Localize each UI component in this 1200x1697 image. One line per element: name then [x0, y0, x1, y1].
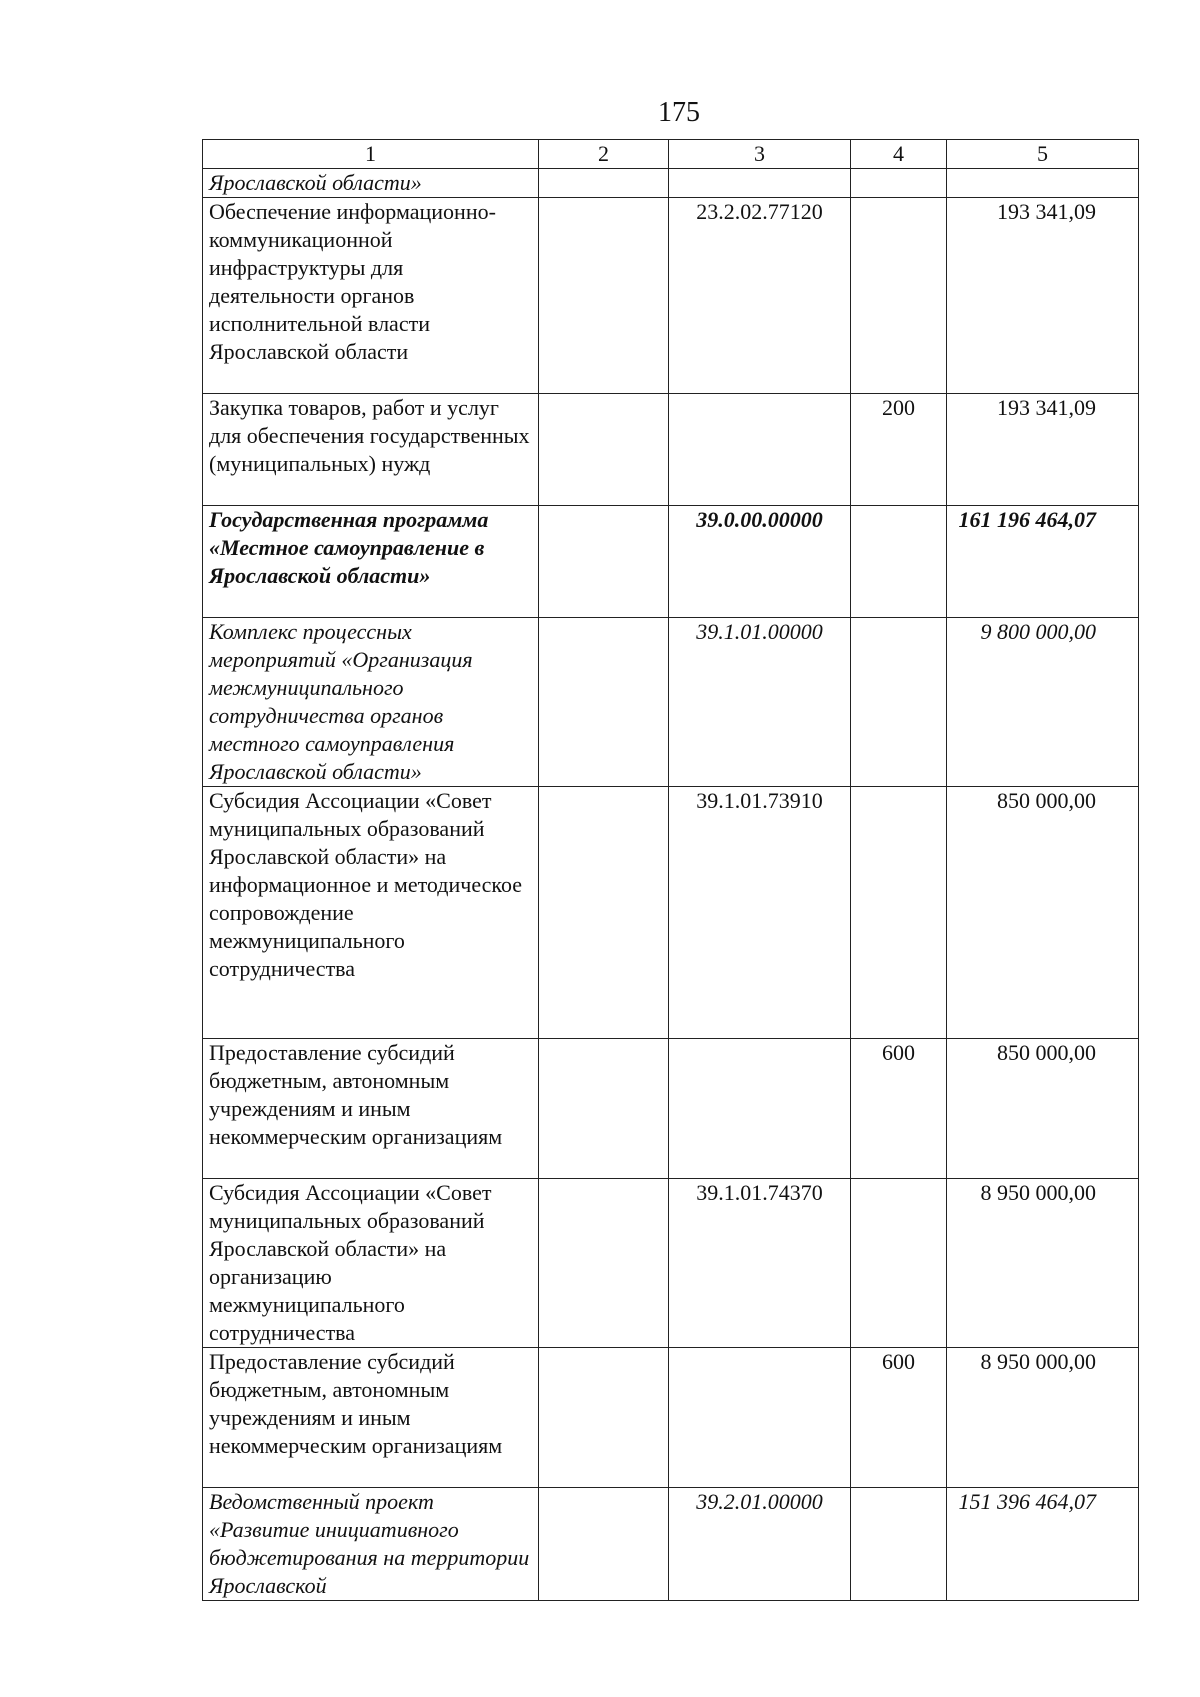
row-target-code: 39.0.00.00000 [669, 506, 851, 618]
row-col2 [539, 618, 669, 787]
budget-table [202, 139, 1139, 1601]
row-amount: 850 000,00 [947, 787, 1139, 1039]
row-amount: 151 396 464,07 [947, 1488, 1139, 1601]
row-name: Предоставление субсидий бюджетным, автономным учреждениям и иным некоммерческим организациям [203, 1039, 539, 1179]
row-expense-type: 600 [851, 1039, 947, 1179]
header-cell-4: 4 [851, 140, 947, 169]
row-expense-type [851, 787, 947, 1039]
row-target-code [669, 1039, 851, 1179]
row-amount [947, 169, 1139, 198]
table-row [203, 394, 1139, 506]
row-col2 [539, 506, 669, 618]
row-name: Государственная программа «Местное самоуправление в Ярославской области» [203, 506, 539, 618]
row-expense-type [851, 198, 947, 394]
row-amount: 193 341,09 [947, 394, 1139, 506]
row-col2 [539, 394, 669, 506]
row-target-code: 23.2.02.77120 [669, 198, 851, 394]
table-row [203, 169, 1139, 198]
row-expense-type [851, 1179, 947, 1348]
row-name: Закупка товаров, работ и услуг для обеспечения государственных (муниципальных) нужд [203, 394, 539, 506]
row-col2 [539, 1348, 669, 1488]
header-cell-2: 2 [539, 140, 669, 169]
header-row [203, 140, 1139, 169]
table-row [203, 618, 1139, 787]
header-cell-5: 5 [947, 140, 1139, 169]
row-col2 [539, 198, 669, 394]
row-expense-type: 200 [851, 394, 947, 506]
row-target-code [669, 1348, 851, 1488]
row-name: Ведомственный проект «Развитие инициативного бюджетирования на территории Ярославской [203, 1488, 539, 1601]
table-row [203, 1348, 1139, 1488]
row-expense-type [851, 169, 947, 198]
row-target-code [669, 169, 851, 198]
row-target-code: 39.2.01.00000 [669, 1488, 851, 1601]
row-target-code: 39.1.01.00000 [669, 618, 851, 787]
row-expense-type [851, 618, 947, 787]
header-cell-1: 1 [203, 140, 539, 169]
row-amount: 193 341,09 [947, 198, 1139, 394]
row-name: Обеспечение информационно-коммуникационной инфраструктуры для деятельности органов исполнительной власти Ярославской области [203, 198, 539, 394]
row-col2 [539, 1179, 669, 1348]
table-row [203, 1488, 1139, 1601]
table-row [203, 1039, 1139, 1179]
row-amount: 850 000,00 [947, 1039, 1139, 1179]
row-expense-type [851, 1488, 947, 1601]
header-cell-3: 3 [669, 140, 851, 169]
row-amount: 9 800 000,00 [947, 618, 1139, 787]
row-col2 [539, 169, 669, 198]
table-row [203, 787, 1139, 1039]
row-name: Предоставление субсидий бюджетным, автономным учреждениям и иным некоммерческим организациям [203, 1348, 539, 1488]
row-col2 [539, 787, 669, 1039]
row-name: Ярославской области» [203, 169, 539, 198]
row-name: Субсидия Ассоциации «Совет муниципальных образований Ярославской области» на информационное и методическое сопровождение межмуниципального сотрудничества [203, 787, 539, 1039]
table-row [203, 1179, 1139, 1348]
row-name: Комплекс процессных мероприятий «Организация межмуниципального сотрудничества органов местного самоуправления Ярославской области» [203, 618, 539, 787]
row-name: Субсидия Ассоциации «Совет муниципальных образований Ярославской области» на организацию межмуниципального сотрудничества [203, 1179, 539, 1348]
row-expense-type [851, 506, 947, 618]
row-amount: 8 950 000,00 [947, 1179, 1139, 1348]
row-amount: 8 950 000,00 [947, 1348, 1139, 1488]
row-target-code: 39.1.01.73910 [669, 787, 851, 1039]
row-target-code [669, 394, 851, 506]
table-row [203, 198, 1139, 394]
row-col2 [539, 1488, 669, 1601]
row-expense-type: 600 [851, 1348, 947, 1488]
table-row [203, 506, 1139, 618]
row-col2 [539, 1039, 669, 1179]
page-number: 175 [658, 97, 700, 128]
row-amount: 161 196 464,07 [947, 506, 1139, 618]
row-target-code: 39.1.01.74370 [669, 1179, 851, 1348]
